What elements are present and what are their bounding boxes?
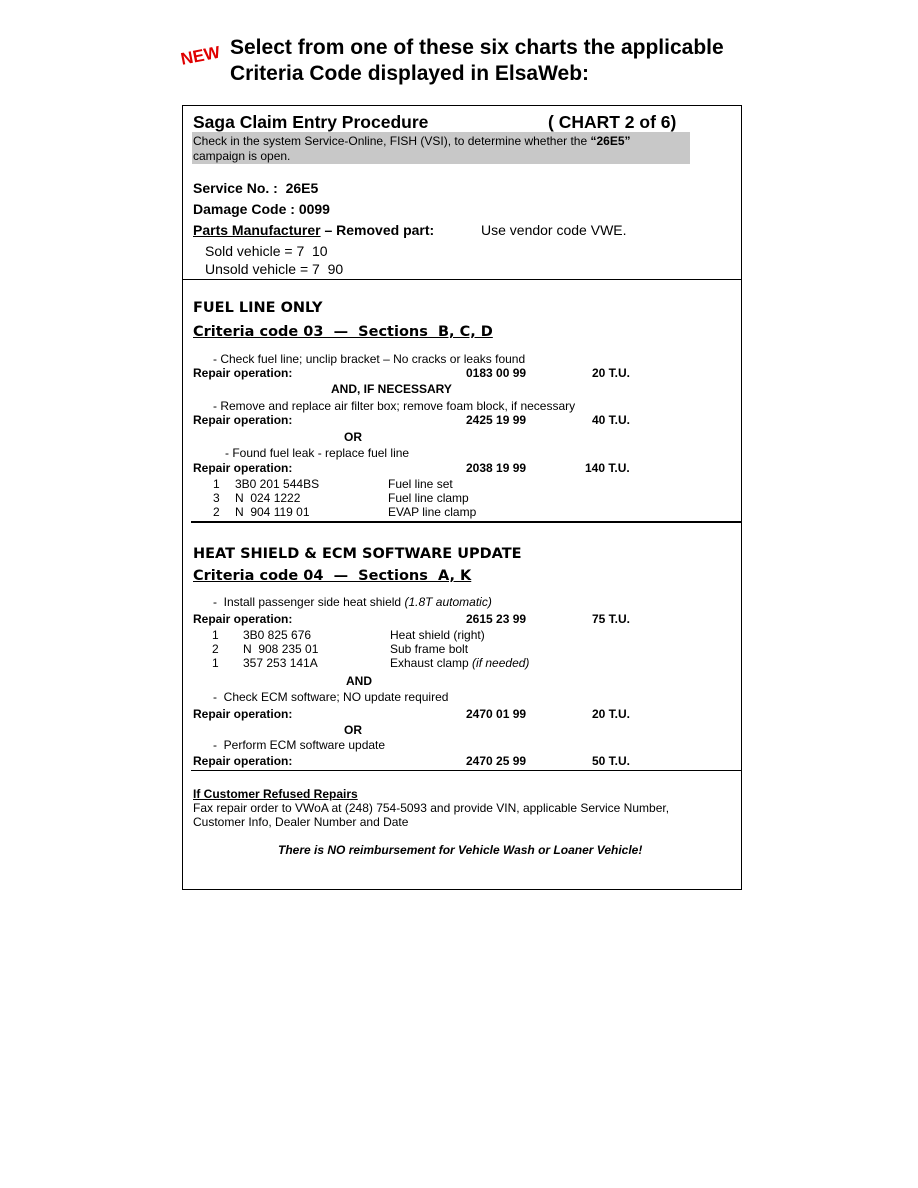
section2-part-qty: 2 (212, 642, 219, 656)
section1-part-qty: 2 (213, 505, 220, 519)
damage-code: Damage Code : 0099 (193, 201, 330, 217)
section2-op-code-3: 2470 25 99 (466, 754, 527, 768)
section1-criteria: Criteria code 03 — Sections B, C, D (193, 324, 493, 340)
note-text: Check in the system Service-Online, FISH (VSI), to determine whether the (193, 134, 591, 148)
section2-part-qty: 1 (212, 656, 219, 670)
section2-op-code-2: 2470 01 99 (466, 707, 527, 721)
divider-1 (182, 279, 742, 280)
section2-op-label-3: Repair operation: (193, 754, 293, 768)
headline-line-1: Select from one of these six charts the applicable (230, 36, 724, 59)
section1-op-tu-1: 20 T.U. (592, 366, 631, 380)
section2-or: OR (344, 723, 362, 737)
section1-heading: FUEL LINE ONLY (193, 300, 323, 316)
section1-op-label-2: Repair operation: (193, 413, 293, 427)
section1-step-2: - Remove and replace air filter box; remove foam block, if necessary (213, 399, 576, 413)
section1-op-label-3: Repair operation: (193, 461, 293, 475)
section1-op-code-3: 2038 19 99 (466, 461, 527, 475)
section2-part-desc: Sub frame bolt (390, 642, 469, 656)
unsold-vehicle: Unsold vehicle = 7 90 (205, 261, 344, 277)
section1-part-number: N 904 119 01 (235, 505, 310, 519)
section1-step-1: - Check fuel line; unclip bracket – No cracks or leaks found (213, 352, 526, 366)
section2-step-3: - Perform ECM software update (213, 738, 386, 752)
service-no: Service No. : 26E5 (193, 180, 319, 196)
section2-op-tu-1: 75 T.U. (592, 612, 631, 626)
section2-part-number: 3B0 825 676 (243, 628, 312, 642)
no-reimbursement-note: There is NO reimbursement for Vehicle Wash or Loaner Vehicle! (278, 843, 643, 857)
vendor-code: Use vendor code VWE. (481, 222, 627, 238)
refused-title: If Customer Refused Repairs (193, 787, 358, 801)
note-campaign-code: “26E5” (590, 134, 631, 148)
section1-op-code-1: 0183 00 99 (466, 366, 527, 380)
section1-op-tu-2: 40 T.U. (592, 413, 631, 427)
procedure-title: Saga Claim Entry Procedure (193, 112, 429, 132)
section2-op-tu-2: 20 T.U. (592, 707, 631, 721)
campaign-note-line-1 (193, 134, 631, 148)
headline-line-2: Criteria Code displayed in ElsaWeb: (230, 62, 590, 85)
section2-and: AND (346, 674, 372, 688)
new-badge: NEW (179, 42, 222, 69)
divider-2 (191, 521, 742, 523)
section2-step-2: - Check ECM software; NO update required (213, 690, 449, 704)
section2-op-label-1: Repair operation: (193, 612, 293, 626)
section2-criteria: Criteria code 04 — Sections A, K (193, 568, 472, 584)
section1-part-number: 3B0 201 544BS (235, 477, 320, 491)
divider-3 (191, 770, 742, 771)
section1-op-tu-3: 140 T.U. (585, 461, 630, 475)
section2-part-number: N 908 235 01 (243, 642, 319, 656)
section2-op-code-1: 2615 23 99 (466, 612, 527, 626)
section1-part-desc: Fuel line set (388, 477, 453, 491)
section1-part-qty: 3 (213, 491, 220, 505)
campaign-note-line-2: campaign is open. (193, 149, 291, 163)
chart-number: ( CHART 2 of 6) (548, 112, 677, 132)
parts-manufacturer: Parts Manufacturer – Removed part: (193, 222, 435, 238)
section1-part-desc: EVAP line clamp (388, 505, 477, 519)
sold-vehicle: Sold vehicle = 7 10 (205, 243, 328, 259)
section2-step-1: - Install passenger side heat shield (1.8T automatic) (213, 595, 492, 609)
section1-part-qty: 1 (213, 477, 220, 491)
section1-part-desc: Fuel line clamp (388, 491, 469, 505)
section2-part-desc: Exhaust clamp (if needed) (390, 656, 530, 670)
section2-op-label-2: Repair operation: (193, 707, 293, 721)
section1-op-code-2: 2425 19 99 (466, 413, 527, 427)
section1-or: OR (344, 430, 362, 444)
refused-line-2: Customer Info, Dealer Number and Date (193, 815, 409, 829)
section2-part-desc: Heat shield (right) (390, 628, 485, 642)
section1-op-label-1: Repair operation: (193, 366, 293, 380)
section1-part-number: N 024 1222 (235, 491, 301, 505)
refused-line-1: Fax repair order to VWoA at (248) 754-5093 and provide VIN, applicable Service Number, (193, 801, 670, 815)
section2-heading: HEAT SHIELD & ECM SOFTWARE UPDATE (193, 546, 522, 562)
section1-and-if: AND, IF NECESSARY (331, 382, 452, 396)
section2-part-qty: 1 (212, 628, 219, 642)
section2-part-number: 357 253 141A (243, 656, 318, 670)
section1-step-3: - Found fuel leak - replace fuel line (225, 446, 410, 460)
section2-op-tu-3: 50 T.U. (592, 754, 631, 768)
